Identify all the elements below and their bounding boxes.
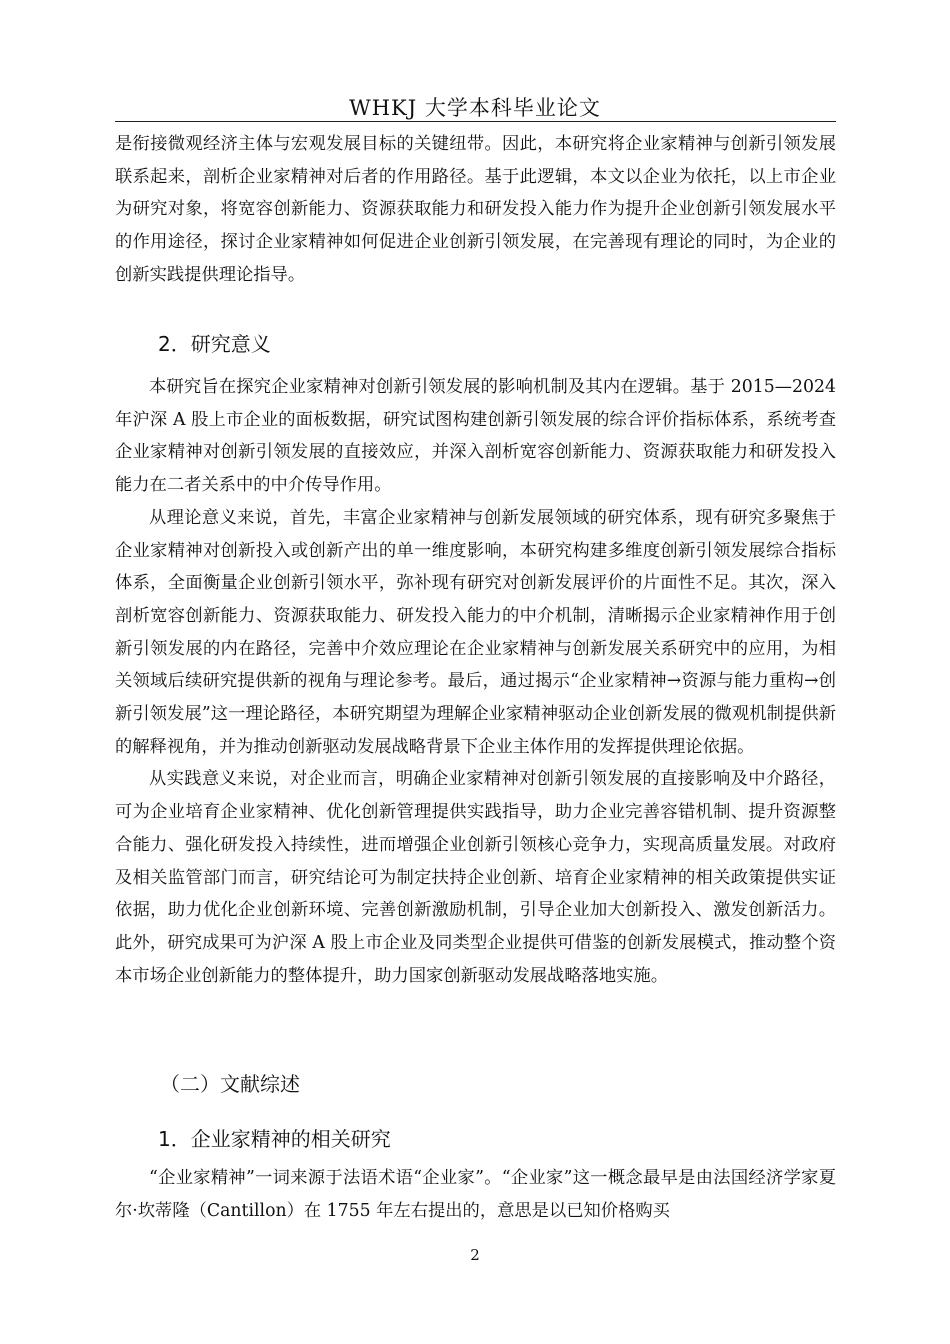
heading-literature-review: （二）文献综述 bbox=[160, 1072, 300, 1096]
page-body bbox=[115, 128, 836, 292]
paragraph-entrepreneur-origin: “企业家精神”一词来源于法语术语“企业家”。“企业家”这一概念最早是由法国经济学家夏尔·坎蒂隆（Cantillon）在 1755 年左右提出的，意思是以已知价格购买 bbox=[115, 1168, 836, 1221]
paragraph-theoretical-significance: 从理论意义来说，首先，丰富企业家精神与创新发展领域的研究体系，现有研究多聚焦于企业家精神对创新投入或创新产出的单一维度影响，本研究构建多维度创新引领发展综合指标体系，全面衡量企业创新引领水平，弥补现有研究对创新发展评价的片面性不足。其次，深入剖析宽容创新能力、资源获取能力、研发投入能力的中介机制，清晰揭示企业家精神作用于创新引领发展的内在路径，完善中介效应理论在企业家精神与创新发展关系研究中的应用，为相关领域后续研究提供新的视角与理论参考。最后，通过揭示“企业家精神→资源与能力重构→创新引领发展”这一理论路径，本研究期望为理解企业家精神驱动企业创新发展的微观机制提供新的解释视角，并为推动创新驱动发展战略背景下企业主体作用的发挥提供理论依据。 bbox=[115, 507, 836, 757]
section-significance bbox=[115, 371, 836, 992]
section-entrepreneurship bbox=[115, 1162, 836, 1227]
paragraph-research-purpose-continued: 是衔接微观经济主体与宏观发展目标的关键纽带。因此，本研究将企业家精神与创新引领发展联系起来，剖析企业家精神对后者的作用路径。基于此逻辑，本文以企业为依托，以上市企业为研究对象，将宽容创新能力、资源获取能力和研发投入能力作为提升企业创新引领发展水平的作用途径，探讨企业家精神如何促进企业创新引领发展，在完善现有理论的同时，为企业的创新实践提供理论指导。 bbox=[115, 134, 836, 285]
page-header-title: WHKJ 大学本科毕业论文 bbox=[349, 96, 601, 120]
header-divider bbox=[115, 121, 836, 122]
paragraph-practical-significance: 从实践意义来说，对企业而言，明确企业家精神对创新引领发展的直接影响及中介路径，可为企业培育企业家精神、优化创新管理提供实践指导，助力企业完善容错机制、提升资源整合能力、强化研发投入持续性，进而增强企业创新引领核心竞争力，实现高质量发展。对政府及相关监管部门而言，研究结论可为制定扶持企业创新、培育企业家精神的相关政策提供实证依据，助力优化企业创新环境、完善创新激励机制，引导企业加大创新投入、激发创新活力。此外，研究成果可为沪深 A 股上市企业及同类型企业提供可借鉴的创新发展模式，推动整个资本市场企业创新能力的整体提升，助力国家创新驱动发展战略落地实施。 bbox=[115, 769, 836, 986]
heading-research-significance: 2．研究意义 bbox=[158, 332, 271, 356]
page-number: 2 bbox=[470, 1246, 480, 1264]
paragraph-research-aim: 本研究旨在探究企业家精神对创新引领发展的影响机制及其内在逻辑。基于 2015—2024 年沪深 A 股上市企业的面板数据，研究试图构建创新引领发展的综合评价指标体系，系统考查企业家精神对创新引领发展的直接效应，并深入剖析宽容创新能力、资源获取能力和研发投入能力在二者关系中的中介传导作用。 bbox=[115, 377, 836, 496]
heading-entrepreneurship-research: 1．企业家精神的相关研究 bbox=[158, 1127, 391, 1151]
